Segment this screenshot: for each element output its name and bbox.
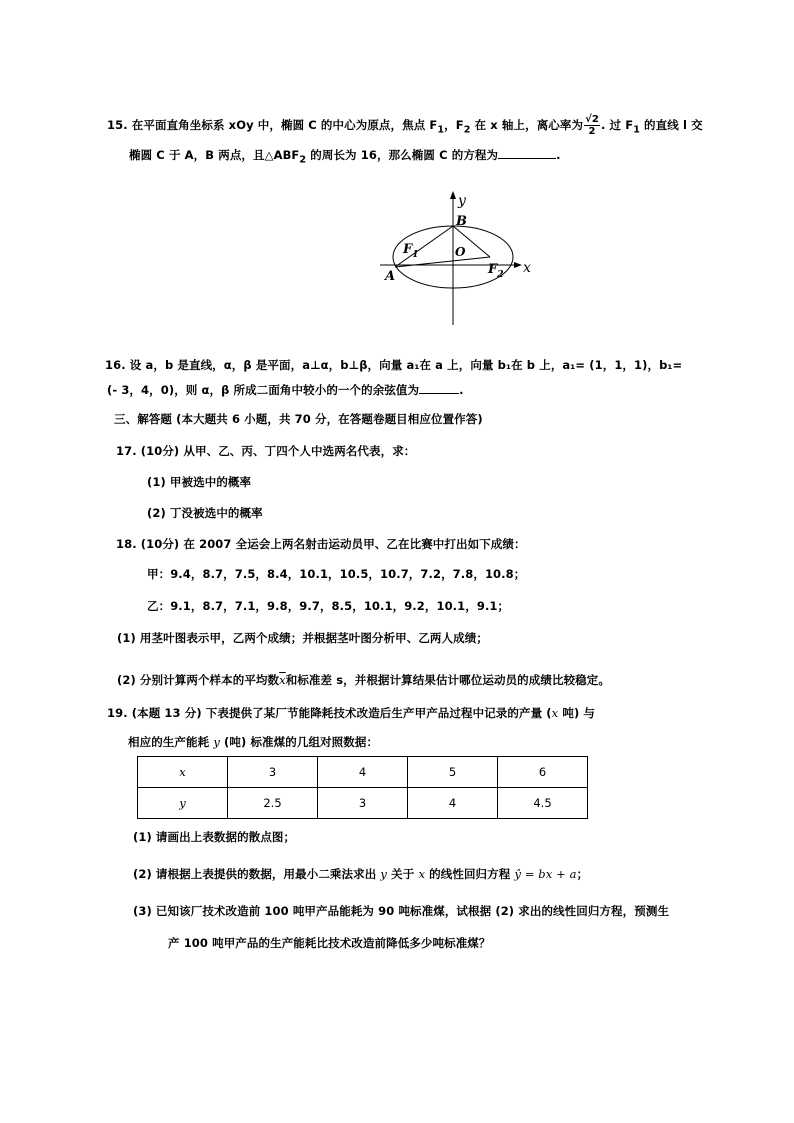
- section-heading: 三、解答题 (本大题共 6 小题，共 70 分，在答题卷题目相应位置作答): [114, 412, 483, 426]
- q19-var-x: x: [551, 706, 559, 720]
- answer-blank[interactable]: [419, 382, 459, 394]
- table-cell: 4: [318, 757, 408, 788]
- table-header-x: x: [138, 757, 228, 788]
- table-row: [138, 788, 588, 819]
- table-cell: 2.5: [228, 788, 318, 819]
- y-axis-arrow-icon: [450, 191, 456, 199]
- q18-yi-scores: 乙：9.1，8.7，7.1，9.8，9.7，8.5，10.1，9.2，10.1，9.1；: [147, 599, 510, 613]
- q15-text-f: 的周长为 16，那么椭圆 C 的方程为: [306, 148, 499, 162]
- q19-title-a: 19. (本题 13 分) 下表提供了某厂节能降耗技术改造后生产甲产品过程中记录的产量 (: [107, 706, 552, 720]
- table-cell: 3: [228, 757, 318, 788]
- table-cell: 6: [498, 757, 588, 788]
- q19-part-2-y: y: [380, 867, 388, 881]
- answer-blank[interactable]: [498, 147, 556, 159]
- q17-part-1: (1) 甲被选中的概率: [147, 475, 252, 489]
- q18-part-2-a: (2) 分别计算两个样本的平均数: [117, 673, 280, 687]
- q15-text-end: .: [556, 148, 561, 162]
- table-header-y: y: [138, 788, 228, 819]
- q19-part-3-line-2: 产 100 吨甲产品的生产能耗比技术改造前降低多少吨标准煤？: [168, 936, 491, 950]
- q19-part-2: [133, 866, 588, 882]
- q15-sub-2: 2: [463, 124, 471, 136]
- q19-part-3-line-1: (3) 已知该厂技术改造前 100 吨甲产品能耗为 90 吨标准煤，试根据 (2) 求出的线性回归方程，预测生: [133, 904, 670, 918]
- label-x: x: [523, 260, 531, 276]
- mean-symbol: $\overline{x}$: [279, 673, 286, 687]
- q15-text-e: 椭圆 C 于 A，B 两点，且△ABF: [129, 148, 300, 162]
- x-axis-arrow-icon: [514, 262, 522, 268]
- q19-var-y: y: [213, 735, 220, 749]
- q16-line-2: [107, 382, 464, 398]
- table-cell: 5: [408, 757, 498, 788]
- q19-line-2-b: (吨) 标准煤的几组对照数据：: [219, 735, 379, 749]
- q19-line-2-a: 相应的生产能耗: [128, 735, 214, 749]
- fraction-numerator: √2: [585, 114, 599, 125]
- table-row: [138, 757, 588, 788]
- q18-part-1: (1) 用茎叶图表示甲，乙两个成绩；并根据茎叶图分析甲、乙两人成绩；: [117, 631, 488, 645]
- q18-part-2: [117, 672, 610, 688]
- q19-part-1: (1) 请画出上表数据的散点图；: [133, 830, 296, 844]
- regression-equation: ŷ = bx + a: [514, 867, 577, 881]
- ellipse-diagram: [380, 185, 540, 330]
- label-A: A: [385, 269, 396, 284]
- label-F1: $F_1$: [403, 242, 419, 260]
- q15-sub-3: 1: [633, 124, 640, 136]
- q19-line-2: [128, 734, 378, 750]
- q19-title-b: 吨) 与: [558, 706, 596, 720]
- q19-part-2-end: ；: [576, 867, 589, 881]
- q15-text-c: . 过 F: [600, 118, 634, 132]
- q18-jia-scores: 甲：9.4，8.7，7.5，8.4，10.1，10.5，10.7，7.2，7.8，10.8；: [147, 567, 526, 581]
- label-F2: $F_2$: [488, 262, 504, 280]
- label-y: y: [458, 193, 466, 209]
- label-B: B: [456, 214, 467, 229]
- q18-part-2-b: 和标准差 s，并根据计算结果估计哪位运动员的成绩比较稳定。: [285, 673, 610, 687]
- q15-line-1: [107, 114, 703, 137]
- q16-text-end: .: [459, 383, 464, 397]
- q15-sub-1: 1: [437, 124, 445, 136]
- q17-title: 17. (10分) 从甲、乙、丙、丁四个人中选两名代表，求：: [116, 444, 416, 458]
- q19-part-2-x: x: [418, 867, 426, 881]
- q15-text-d: 的直线 l 交: [639, 118, 703, 132]
- table-cell: 3: [318, 788, 408, 819]
- q15-sub-4: 2: [299, 154, 307, 166]
- data-table: [137, 756, 588, 819]
- q19-part-2-b: 关于: [387, 867, 419, 881]
- table-cell: 4: [408, 788, 498, 819]
- q15-text-b: 在 x 轴上，离心率为: [470, 118, 584, 132]
- q19-title: [107, 705, 595, 721]
- q16-text-a: (- 3，4，0)，则 α，β 所成二面角中较小的一个的余弦值为: [107, 383, 420, 397]
- table-cell: 4.5: [498, 788, 588, 819]
- q17-part-2: (2) 丁没被选中的概率: [147, 506, 263, 520]
- fraction-denominator: 2: [588, 126, 596, 137]
- label-O: O: [455, 245, 466, 259]
- q16-line-1: 16. 设 a，b 是直线，α，β 是平面，a⊥α，b⊥β，向量 a₁在 a 上，向量 b₁在 b 上，a₁= (1，1，1)，b₁=: [105, 358, 683, 372]
- q15-line-2: [129, 147, 561, 165]
- eccentricity-fraction: [584, 114, 600, 137]
- q19-part-2-c: 的线性回归方程: [425, 867, 515, 881]
- q19-part-2-a: (2) 请根据上表提供的数据，用最小二乘法求出: [133, 867, 381, 881]
- q18-title: 18. (10分) 在 2007 全运会上两名射击运动员甲、乙在比赛中打出如下成绩：: [116, 537, 526, 551]
- q15-text-a: 15. 在平面直角坐标系 xOy 中，椭圆 C 的中心为原点，焦点 F: [107, 118, 438, 132]
- q15-text-mid: ，F: [444, 118, 464, 132]
